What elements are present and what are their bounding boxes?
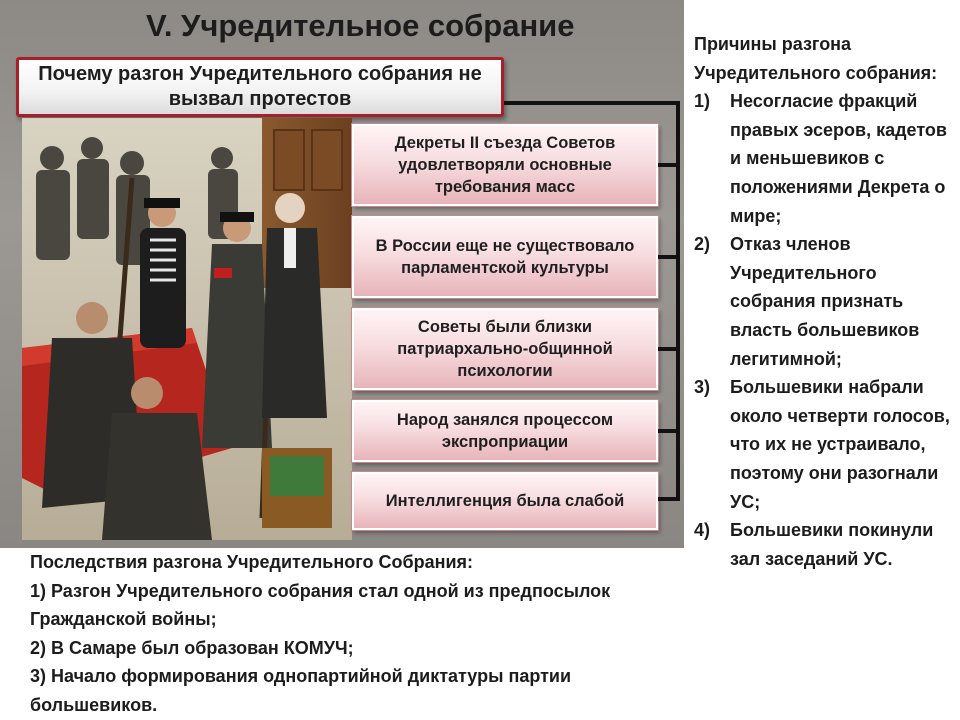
question-box	[16, 57, 504, 117]
cause-box-4	[352, 400, 658, 462]
reason-text: Большевики набрали около четверти голосов, что их не устраивало, поэтому они разогнали УС;	[730, 377, 950, 512]
consequence-item: 2) В Самаре был образован КОМУЧ;	[30, 637, 354, 658]
reasons-list	[694, 30, 956, 573]
connector-1	[658, 163, 680, 167]
reasons-heading: Причины разгона Учредительного собрания:	[694, 34, 938, 83]
cause-text-4: Народ занялся процессом экспроприации	[396, 411, 614, 451]
reason-item	[694, 87, 956, 230]
slide-title: V. Учредительное собрание	[146, 8, 575, 43]
reason-item	[694, 516, 956, 573]
reason-number: 4)	[694, 520, 711, 541]
reason-number: 2)	[694, 234, 711, 255]
reason-text: Несогласие фракций правых эсеров, кадетов и меньшевиков с положениями Декрета о мире;	[730, 91, 947, 226]
reason-text: Большевики покинули зал заседаний УС.	[730, 520, 934, 569]
cause-text-5: Интеллигенция была слабой	[385, 492, 625, 510]
cause-box-3	[352, 308, 658, 390]
cause-box-1	[352, 124, 658, 206]
consequence-item: 1) Разгон Учредительного собрания стал одной из предпосылок Гражданской войны;	[30, 580, 611, 630]
connector-4	[658, 429, 680, 433]
connector-top	[504, 101, 680, 105]
painting-image	[22, 118, 352, 540]
cause-box-5	[352, 472, 658, 530]
question-text: Почему разгон Учредительного собрания не вызвал протестов	[38, 63, 482, 110]
cause-box-2	[352, 216, 658, 298]
connector-vertical	[676, 101, 680, 499]
reason-number: 1)	[694, 91, 711, 112]
connector-3	[658, 347, 680, 351]
reason-item	[694, 373, 956, 516]
consequences-list	[30, 548, 680, 720]
reason-text: Отказ членов Учредительного собрания признать власть большевиков легитимной;	[730, 234, 920, 369]
cause-text-3: Советы были близки патриархально-общинной психологии	[397, 318, 613, 380]
connector-2	[658, 255, 680, 259]
consequence-item: 3) Начало формирования однопартийной диктатуры партии большевиков.	[30, 666, 572, 715]
cause-text-1: Декреты II съезда Советов удовлетворяли основные требования масс	[394, 134, 616, 196]
reason-number: 3)	[694, 377, 711, 398]
connector-5	[658, 497, 680, 501]
cause-text-2: В России еще не существовало парламентской культуры	[375, 237, 635, 277]
consequences-heading: Последствия разгона Учредительного Собрания:	[30, 552, 474, 572]
reason-item	[694, 230, 956, 373]
